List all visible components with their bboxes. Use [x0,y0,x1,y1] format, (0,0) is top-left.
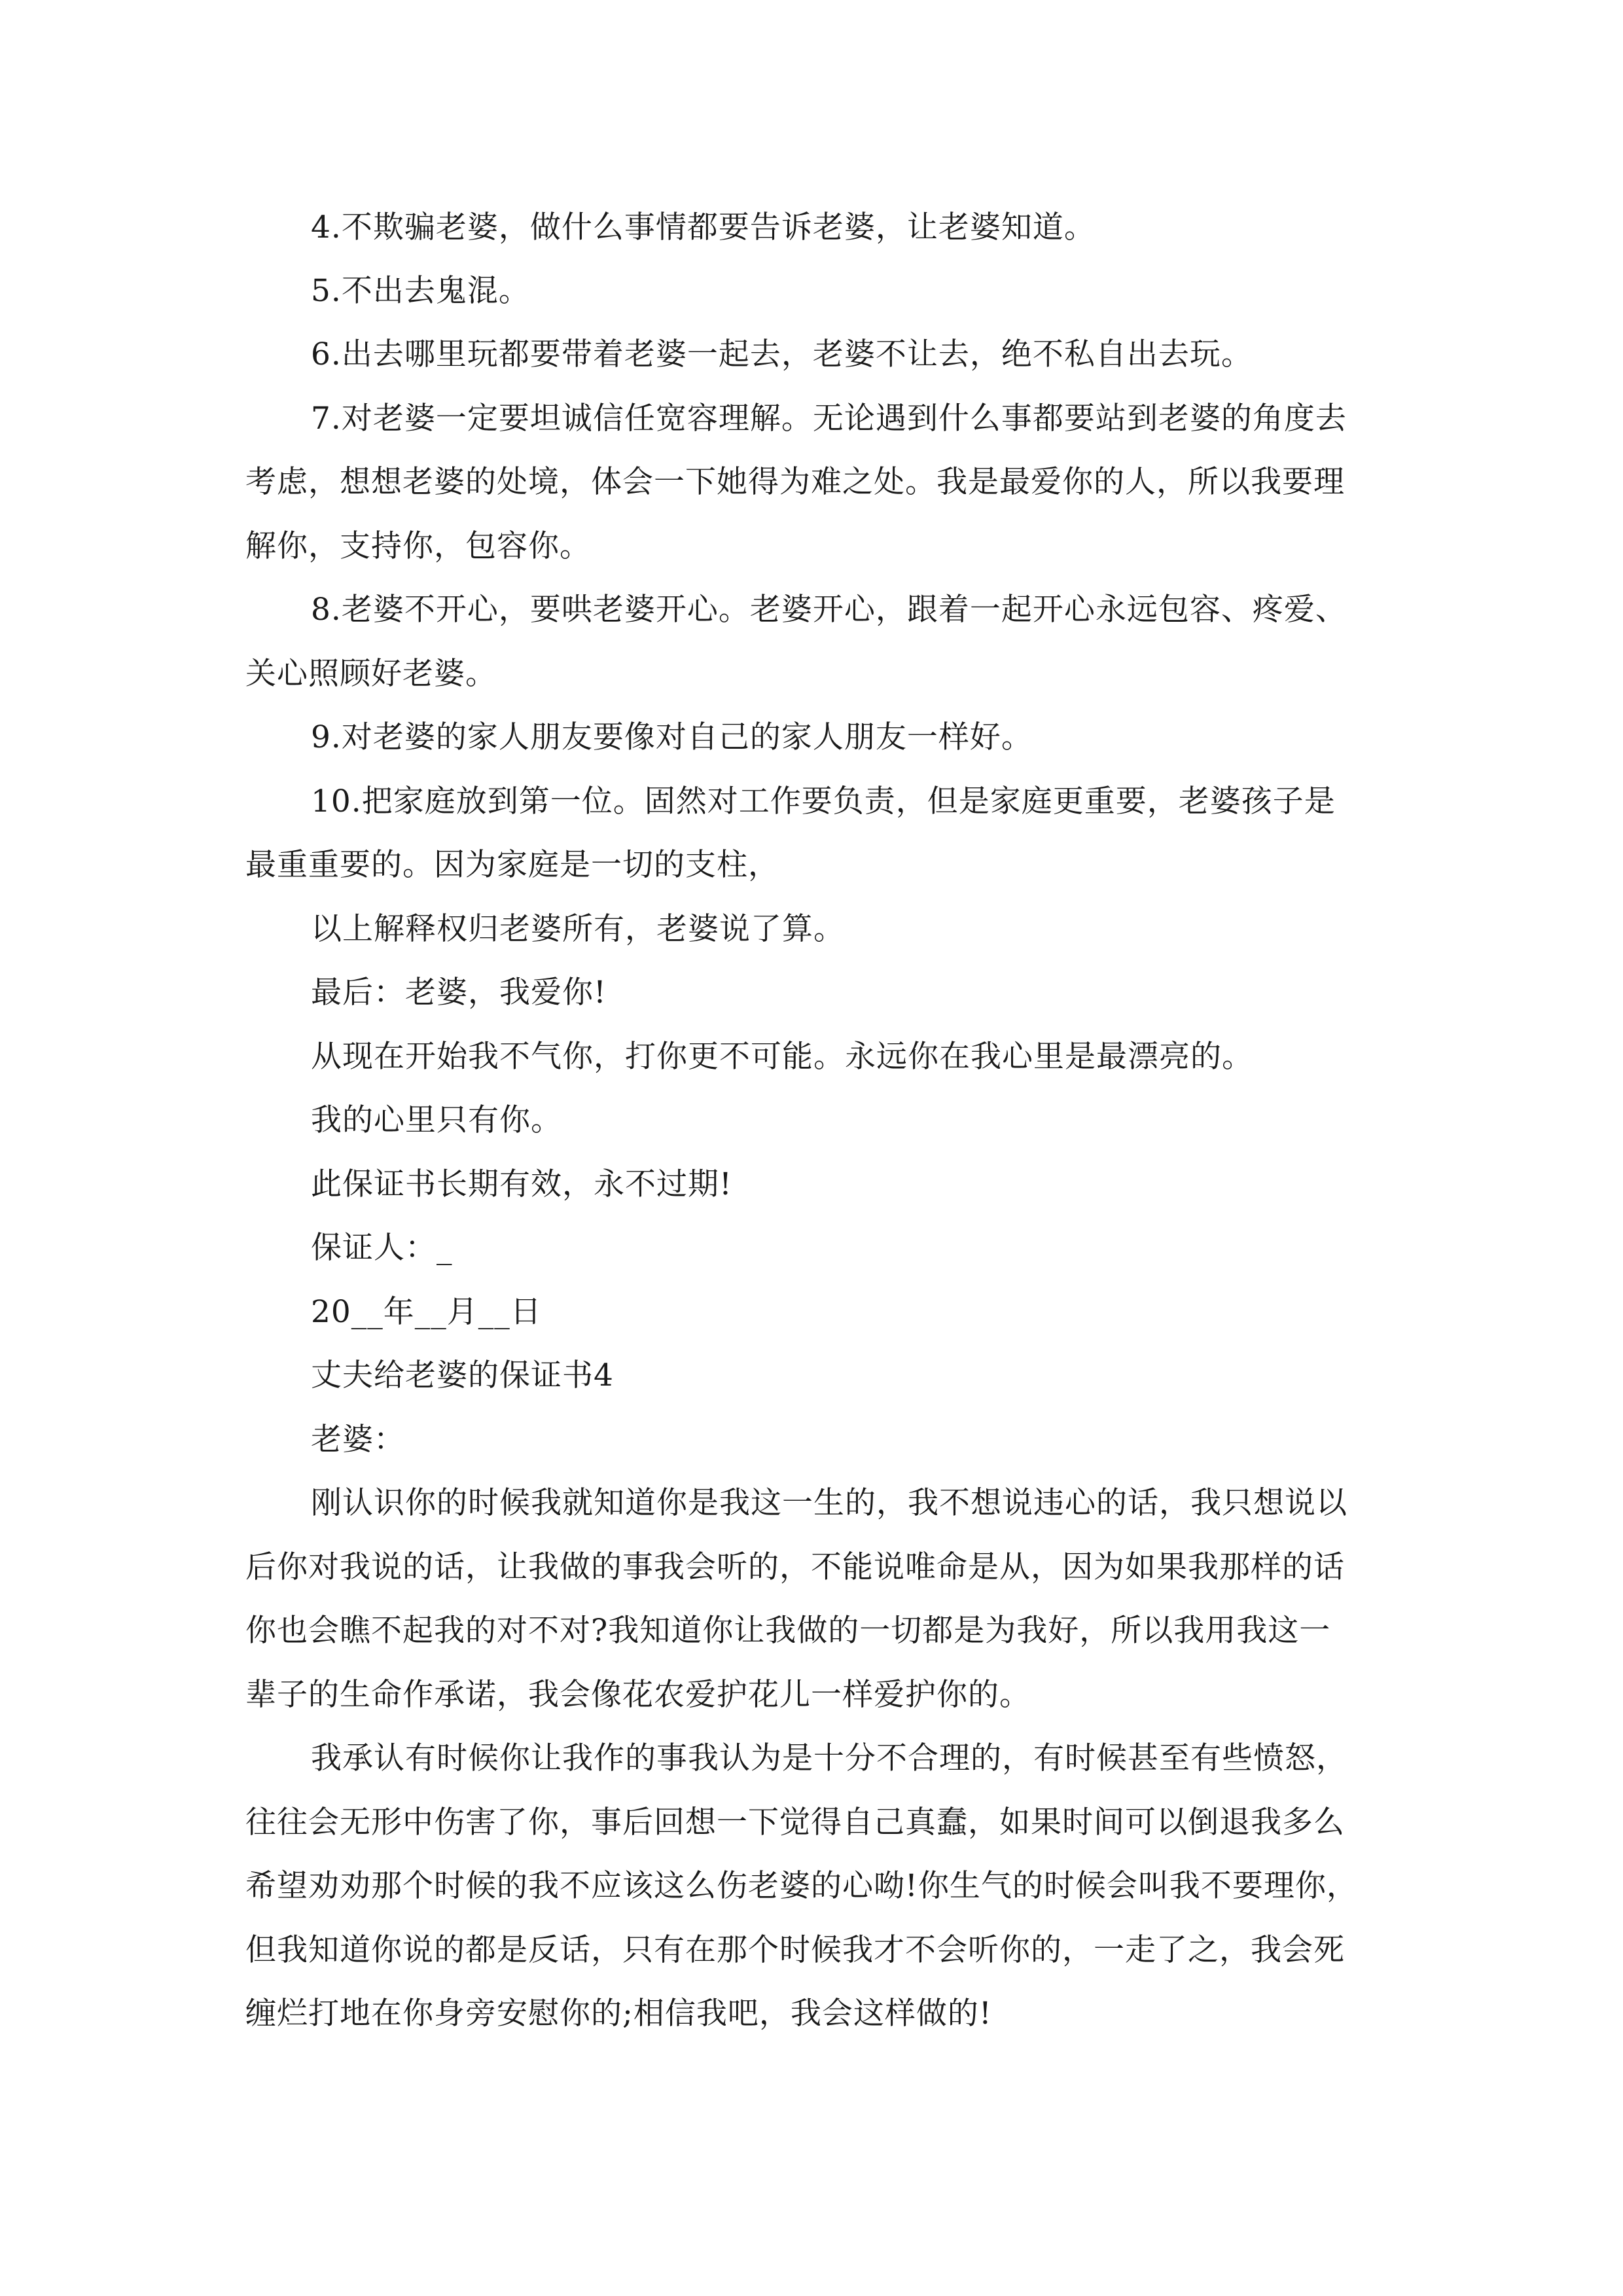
text-line: 辈子的生命作承诺，我会像花农爱护花儿一样爱护你的。 [245,1677,1031,1713]
text-line: 缠烂打地在你身旁安慰你的;相信我吧，我会这样做的! [245,1996,992,2032]
text-line: 最后：老婆，我爱你! [311,975,607,1011]
text-line: 7.对老婆一定要坦诚信任宽容理解。无论遇到什么事都要站到老婆的角度去 [311,401,1347,437]
text-line: 5.不出去鬼混。 [311,273,530,309]
text-line: 我的心里只有你。 [311,1102,562,1138]
text-line: 从现在开始我不气你，打你更不可能。永远你在我心里是最漂亮的。 [311,1039,1253,1075]
text-line: 老婆： [311,1422,405,1458]
text-line: 4.不欺骗老婆，做什么事情都要告诉老婆，让老婆知道。 [311,209,1096,245]
text-line: 10.把家庭放到第一位。固然对工作要负责，但是家庭更重要，老婆孩子是 [311,783,1336,819]
text-line: 刚认识你的时候我就知道你是我这一生的，我不想说违心的话，我只想说以 [311,1485,1347,1521]
text-line: 8.老婆不开心，要哄老婆开心。老婆开心，跟着一起开心永远包容、疼爱、 [311,592,1347,628]
text-line: 20__年__月__日 [311,1294,542,1330]
text-line: 9.对老婆的家人朋友要像对自己的家人朋友一样好。 [311,719,1033,755]
text-line: 保证人：_ [311,1230,453,1266]
text-line: 以上解释权归老婆所有，老婆说了算。 [311,911,845,947]
text-line: 往往会无形中伤害了你，事后回想一下觉得自己真蠢，如果时间可以倒退我多么 [245,1804,1345,1840]
text-line: 后你对我说的话，让我做的事我会听的，不能说唯命是从，因为如果我那样的话 [245,1549,1345,1585]
text-line: 解你，支持你，包容你。 [245,528,591,564]
text-line: 此保证书长期有效，永不过期! [311,1166,732,1202]
section-heading: 丈夫给老婆的保证书4 [311,1357,614,1393]
text-line: 关心照顾好老婆。 [245,656,497,692]
text-line: 我承认有时候你让我作的事我认为是十分不合理的，有时候甚至有些愤怒， [311,1740,1347,1776]
text-line: 考虑，想想老婆的处境，体会一下她得为难之处。我是最爱你的人，所以我要理 [245,464,1345,500]
text-line: 6.出去哪里玩都要带着老婆一起去，老婆不让去，绝不私自出去玩。 [311,336,1253,372]
text-line: 希望劝劝那个时候的我不应该这么伤老婆的心呦!你生气的时候会叫我不要理你， [245,1868,1358,1904]
text-line: 你也会瞧不起我的对不对?我知道你让我做的一切都是为我好，所以我用我这一 [245,1613,1331,1649]
text-line: 最重重要的。因为家庭是一切的支柱， [245,847,779,883]
text-line: 但我知道你说的都是反话，只有在那个时候我才不会听你的，一走了之，我会死 [245,1932,1345,1968]
